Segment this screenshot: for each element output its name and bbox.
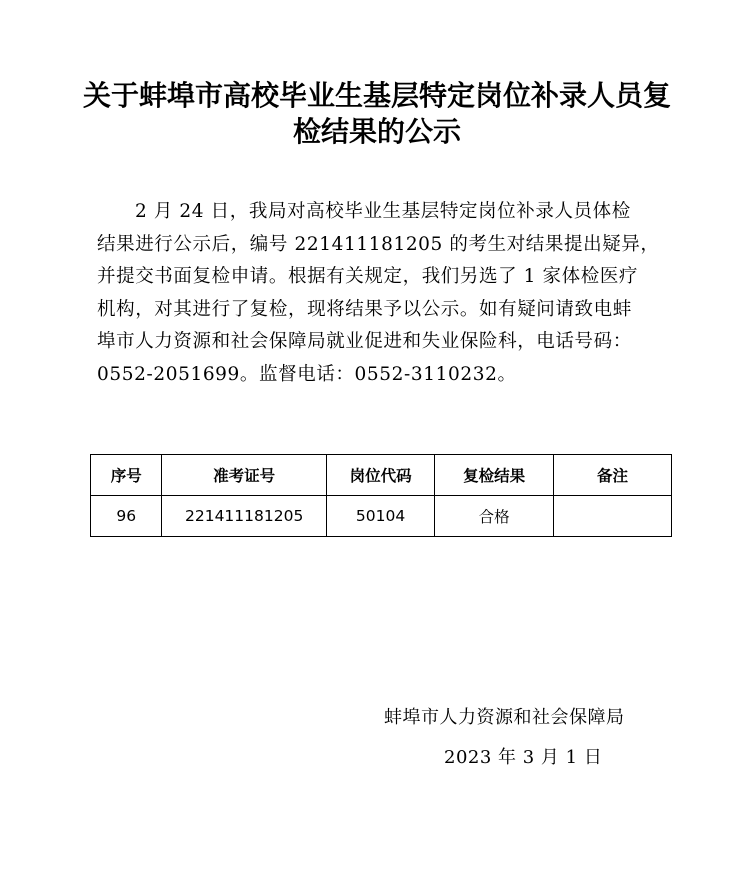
header-position-code: 岗位代码 <box>326 455 434 496</box>
cell-admission-number: 221411181205 <box>162 496 326 537</box>
document-title <box>40 78 714 150</box>
signature-date: 2023 年 3 月 1 日 <box>444 747 603 768</box>
table-row <box>91 496 672 537</box>
body-line-5: 埠市人力资源和社会保障局就业促进和失业保险科，电话号码： <box>97 331 632 352</box>
cell-serial-number: 96 <box>91 496 162 537</box>
header-admission-number: 准考证号 <box>162 455 326 496</box>
body-line-1: 2 月 24 日，我局对高校毕业生基层特定岗位补录人员体检 <box>135 201 631 222</box>
cell-position-code: 50104 <box>326 496 434 537</box>
body-line-6: 0552-2051699。监督电话：0552-3110232。 <box>97 363 517 385</box>
cell-recheck-result: 合格 <box>435 496 554 537</box>
table-header-row <box>91 455 672 496</box>
recheck-result-table <box>90 454 672 537</box>
body-line-2: 结果进行公示后，编号 221411181205 的考生对结果提出疑异， <box>97 233 660 255</box>
header-remarks: 备注 <box>554 455 672 496</box>
header-serial-number: 序号 <box>91 455 162 496</box>
cell-remarks <box>554 496 672 537</box>
title-line-2: 检结果的公示 <box>292 115 461 148</box>
header-recheck-result: 复检结果 <box>435 455 554 496</box>
body-line-3: 并提交书面复检申请。根据有关规定，我们另选了 1 家体检医疗 <box>97 266 639 287</box>
body-line-4: 机构，对其进行了复检，现将结果予以公示。如有疑问请致电蚌 <box>97 298 632 320</box>
signature-organization: 蚌埠市人力资源和社会保障局 <box>384 707 625 728</box>
title-line-1: 关于蚌埠市高校毕业生基层特定岗位补录人员复 <box>82 79 671 112</box>
announcement-body <box>97 196 667 391</box>
